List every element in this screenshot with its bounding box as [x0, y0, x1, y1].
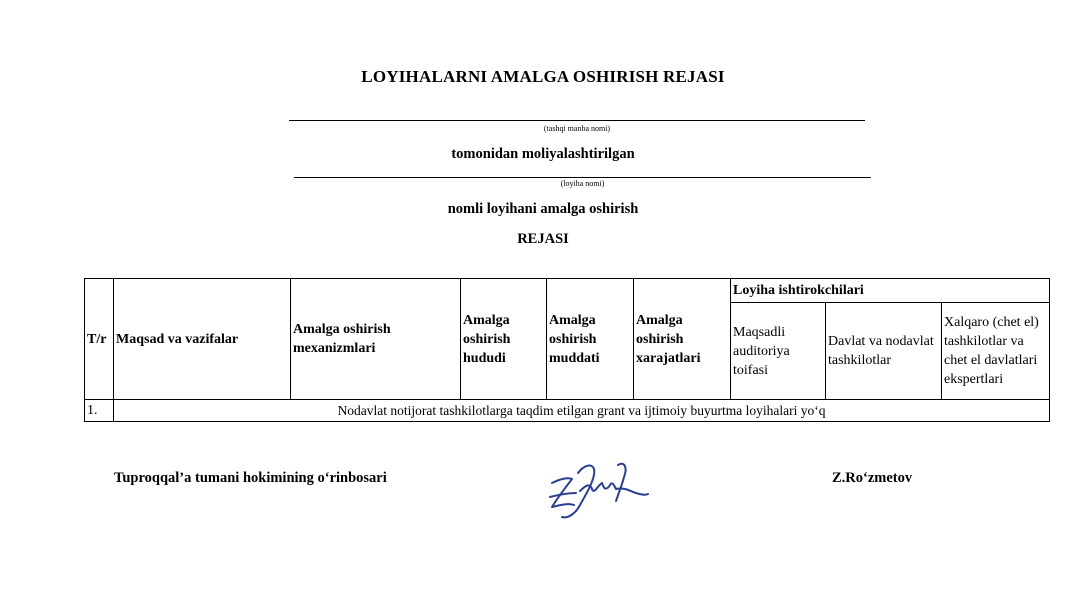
header-territory: Amalga oshirish hududi — [461, 279, 547, 400]
project-name-caption: (loyiha nomi) — [560, 179, 605, 188]
table-row — [85, 400, 1050, 422]
header-target-audience: Maqsadli auditoriya toifasi — [731, 303, 826, 400]
plan-table — [84, 278, 1050, 422]
header-num: T/r — [85, 279, 114, 400]
plan-subtitle: REJASI — [517, 231, 569, 247]
table-header-row — [85, 279, 1050, 303]
source-name-line — [289, 120, 865, 121]
financed-text: tomonidan moliyalashtirilgan — [451, 146, 635, 162]
project-text: nomli loyihani amalga oshirish — [447, 201, 639, 217]
header-mechanisms: Amalga oshirish mexanizmlari — [291, 279, 461, 400]
document-title: LOYIHALARNI AMALGA OSHIRISH REJASI — [361, 67, 725, 86]
signature-image — [540, 455, 652, 527]
header-participants: Loyiha ishtirokchilari — [731, 279, 1050, 303]
source-name-caption: (tashqi manba nomi) — [543, 124, 611, 133]
header-organizations: Davlat va nodavlat tashkilotlar — [826, 303, 942, 400]
header-international: Xalqaro (chet el) tashkilotlar va chet el davlatlari ekspertlari — [942, 303, 1050, 400]
row-num: 1. — [85, 400, 114, 422]
signer-name: Z.Ro‘zmetov — [832, 470, 913, 486]
header-period: Amalga oshirish muddati — [547, 279, 634, 400]
row-text: Nodavlat notijorat tashkilotlarga taqdim etilgan grant va ijtimoiy buyurtma loyihalari yo‘q — [114, 400, 1050, 422]
header-goals: Maqsad va vazifalar — [114, 279, 291, 400]
header-costs: Amalga oshirish xarajatlari — [634, 279, 731, 400]
signer-position: Tuproqqal’a tumani hokimining o‘rinbosari — [114, 470, 387, 486]
project-name-line — [294, 177, 871, 178]
